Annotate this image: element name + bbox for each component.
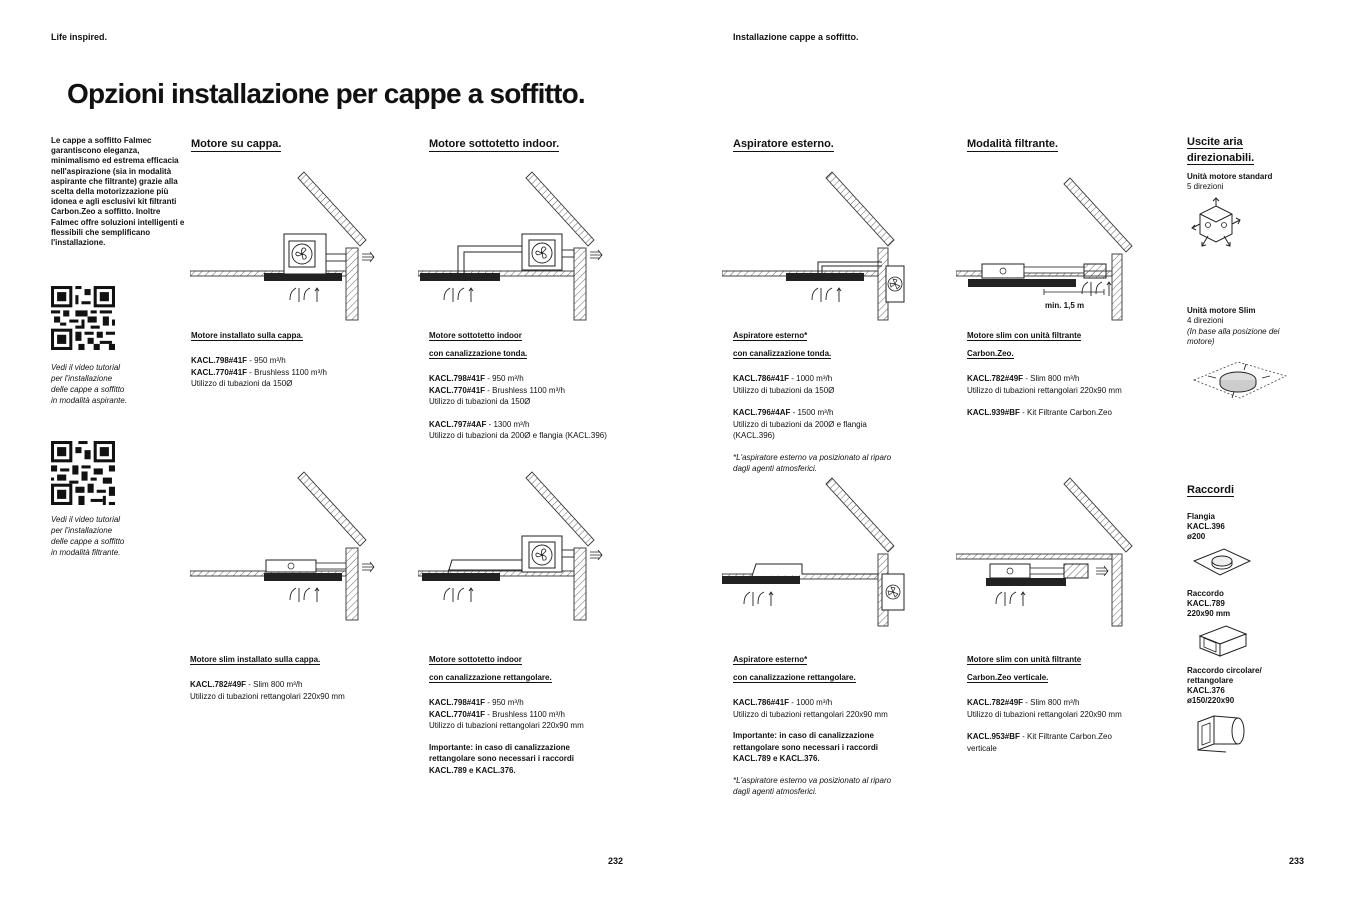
- block-title: Carbon.Zeo.: [967, 349, 1014, 358]
- diagram-motore-su-cappa: [190, 170, 380, 322]
- block-title: Motore slim con unità filtrante: [967, 331, 1082, 340]
- spec-list-2: KACL.796#4AF - 1500 m³/h Utilizzo di tubazioni da 200Ø e flangia (KACL.396): [733, 408, 867, 440]
- qr-code-filtrante[interactable]: [51, 441, 115, 505]
- column-title: Aspiratore esterno.: [733, 138, 834, 150]
- diagram-filtrante-carbonzeo: [956, 170, 1146, 322]
- block-sottotetto-tonda: [429, 325, 669, 442]
- raccordi-title: Raccordi: [1187, 484, 1235, 496]
- raccordo-rettangolare-icon: [1190, 622, 1254, 662]
- diagram-aspiratore-esterno-rettangolare: [722, 476, 922, 628]
- slim-label: Unità motore Slim: [1187, 306, 1256, 315]
- column-title: Motore su cappa.: [191, 138, 282, 150]
- header-right: Installazione cappe a soffitto.: [733, 32, 859, 42]
- qr-caption-aspirante: Vedi il video tutorial per l'installazione delle cappe a soffitto in modalità aspirante.: [51, 363, 128, 405]
- slim-text: 4 direzioni: [1187, 316, 1224, 325]
- block-title: Carbon.Zeo verticale.: [967, 673, 1049, 682]
- block-title: Motore installato sulla cappa.: [191, 331, 304, 340]
- spec-list: KACL.798#41F - 950 m³/h KACL.770#41F - Brushless 1100 m³/h Utilizzo di tubazioni rettangolari 220x90 mm: [429, 698, 584, 730]
- page-title: Opzioni installazione per cappe a soffitto.: [67, 78, 585, 109]
- slim-motor-unit-icon: [1186, 358, 1290, 404]
- block-title: Motore slim con unità filtrante: [967, 655, 1082, 664]
- raccordo-label: Raccordo KACL.789 220x90 mm: [1187, 589, 1231, 618]
- block-motore-slim-cappa: [190, 649, 410, 702]
- block-title: Motore sottotetto indoor: [429, 655, 522, 664]
- column-title: Modalità filtrante.: [967, 138, 1059, 150]
- page-number-left: 232: [608, 856, 624, 866]
- block-motore-cappa: [191, 325, 411, 390]
- block-title: con canalizzazione rettangolare.: [429, 673, 552, 682]
- block-title: Aspiratore esterno*: [733, 655, 808, 664]
- footnote: *L'aspiratore esterno va posizionato al riparo dagli agenti atmosferici.: [733, 775, 892, 796]
- sidebar-slim: [1187, 306, 1307, 348]
- header-left: Life inspired.: [51, 32, 108, 42]
- spec-list: KACL.782#49F - Slim 800 m³/h Utilizzo di tubazioni rettangolari 220x90 mm: [967, 374, 1122, 395]
- footnote: *L'aspiratore esterno va posizionato al riparo dagli agenti atmosferici.: [733, 452, 892, 473]
- spec-list: KACL.798#41F - 950 m³/h KACL.770#41F - Brushless 1100 m³/h Utilizzo di tubazioni da 150Ø: [191, 356, 327, 388]
- dimension-label: min. 1,5 m: [1045, 301, 1085, 310]
- raccordo-label: Raccordo circolare/ rettangolare KACL.376 ø150/220x90: [1187, 666, 1262, 705]
- diagram-sottotetto-rettangolare: [418, 470, 608, 622]
- standard-label: Unità motore standard: [1187, 172, 1273, 181]
- raccordo-789: [1187, 589, 1277, 619]
- block-filtrante-carbonzeo: [967, 325, 1167, 419]
- raccordo-376: [1187, 666, 1287, 706]
- spec-list: KACL.786#41F - 1000 m³/h Utilizzo di tubazioni rettangolari 220x90 mm: [733, 698, 888, 719]
- column-motore-su-cappa: [191, 134, 281, 152]
- flangia-icon: [1190, 545, 1254, 581]
- column-motore-sottotetto: [429, 134, 559, 152]
- sidebar-raccordi: [1187, 482, 1307, 498]
- block-title: Motore sottotetto indoor: [429, 331, 522, 340]
- block-title: con canalizzazione tonda.: [429, 349, 528, 358]
- block-title: con canalizzazione tonda.: [733, 349, 832, 358]
- block-sottotetto-rettangolare: [429, 649, 649, 776]
- slim-note: (In base alla posizione dei motore): [1187, 326, 1280, 346]
- spec-list: KACL.782#49F - Slim 800 m³/h Utilizzo di tubazioni rettangolari 220x90 mm: [967, 698, 1122, 719]
- spec-list-2: KACL.797#4AF - 1300 m³/h Utilizzo di tubazioni da 200Ø e flangia (KACL.396): [429, 419, 607, 440]
- spec-list-2: KACL.939#BF - Kit Filtrante Carbon.Zeo: [967, 408, 1112, 417]
- standard-text: 5 direzioni: [1187, 182, 1224, 191]
- column-aspiratore-esterno: [733, 134, 834, 152]
- block-title: Aspiratore esterno*: [733, 331, 808, 340]
- page-number-right: 233: [1289, 856, 1305, 866]
- diagram-motore-slim-cappa: [190, 470, 380, 622]
- spec-list: KACL.798#41F - 950 m³/h KACL.770#41F - Brushless 1100 m³/h Utilizzo di tubazioni da 150Ø: [429, 374, 565, 406]
- block-aspiratore-rettangolare: [733, 649, 953, 798]
- diagram-filtrante-verticale: [956, 476, 1146, 628]
- block-filtrante-verticale: [967, 649, 1167, 754]
- column-title: Motore sottotetto indoor.: [429, 138, 560, 150]
- diagram-sottotetto-tonda: [418, 170, 608, 322]
- block-title: con canalizzazione rettangolare.: [733, 673, 856, 682]
- diagram-aspiratore-esterno-tonda: [722, 170, 922, 322]
- raccordo-flangia: [1187, 512, 1277, 542]
- block-title: Motore slim installato sulla cappa.: [190, 655, 321, 664]
- raccordo-label: Flangia KACL.396 ø200: [1187, 512, 1225, 541]
- spec-list: KACL.782#49F - Slim 800 m³/h Utilizzo di tubazioni rettangolari 220x90 mm: [190, 680, 345, 701]
- qr-code-aspirante[interactable]: [51, 286, 115, 350]
- sidebar-uscite: [1187, 134, 1307, 193]
- raccordo-circolare-icon: [1192, 712, 1256, 756]
- important-note: Importante: in caso di canalizzazione rettangolare sono necessari i raccordi KACL.789 e KACL.376.: [733, 731, 878, 763]
- standard-motor-unit-icon: [1190, 196, 1242, 250]
- column-modalita-filtrante: [967, 134, 1058, 152]
- block-aspiratore-tonda: [733, 325, 953, 475]
- qr-caption-filtrante: Vedi il video tutorial per l'installazione delle cappe a soffitto in modalità filtrante.: [51, 515, 125, 557]
- spec-list-2: KACL.953#BF - Kit Filtrante Carbon.Zeo verticale: [967, 732, 1112, 753]
- intro-text: Le cappe a soffitto Falmec garantiscono eleganza, minimalismo ed estrema efficacia nell'aspirazione (sia in modalità aspirante che filtrante) grazie alla scelta della motorizzazione più idonea e agli esclusivi kit filtranti Carbon.Zeo a soffitto. Inoltre Falmec offre soluzioni intelligenti e flessibili che semplificano l'installazione.: [51, 136, 185, 248]
- important-note: Importante: in caso di canalizzazione rettangolare sono necessari i raccordi KACL.789 e KACL.376.: [429, 742, 574, 775]
- sidebar-title: Uscite aria direzionabili.: [1187, 136, 1255, 164]
- spec-list: KACL.786#41F - 1000 m³/h Utilizzo di tubazioni da 150Ø: [733, 374, 835, 395]
